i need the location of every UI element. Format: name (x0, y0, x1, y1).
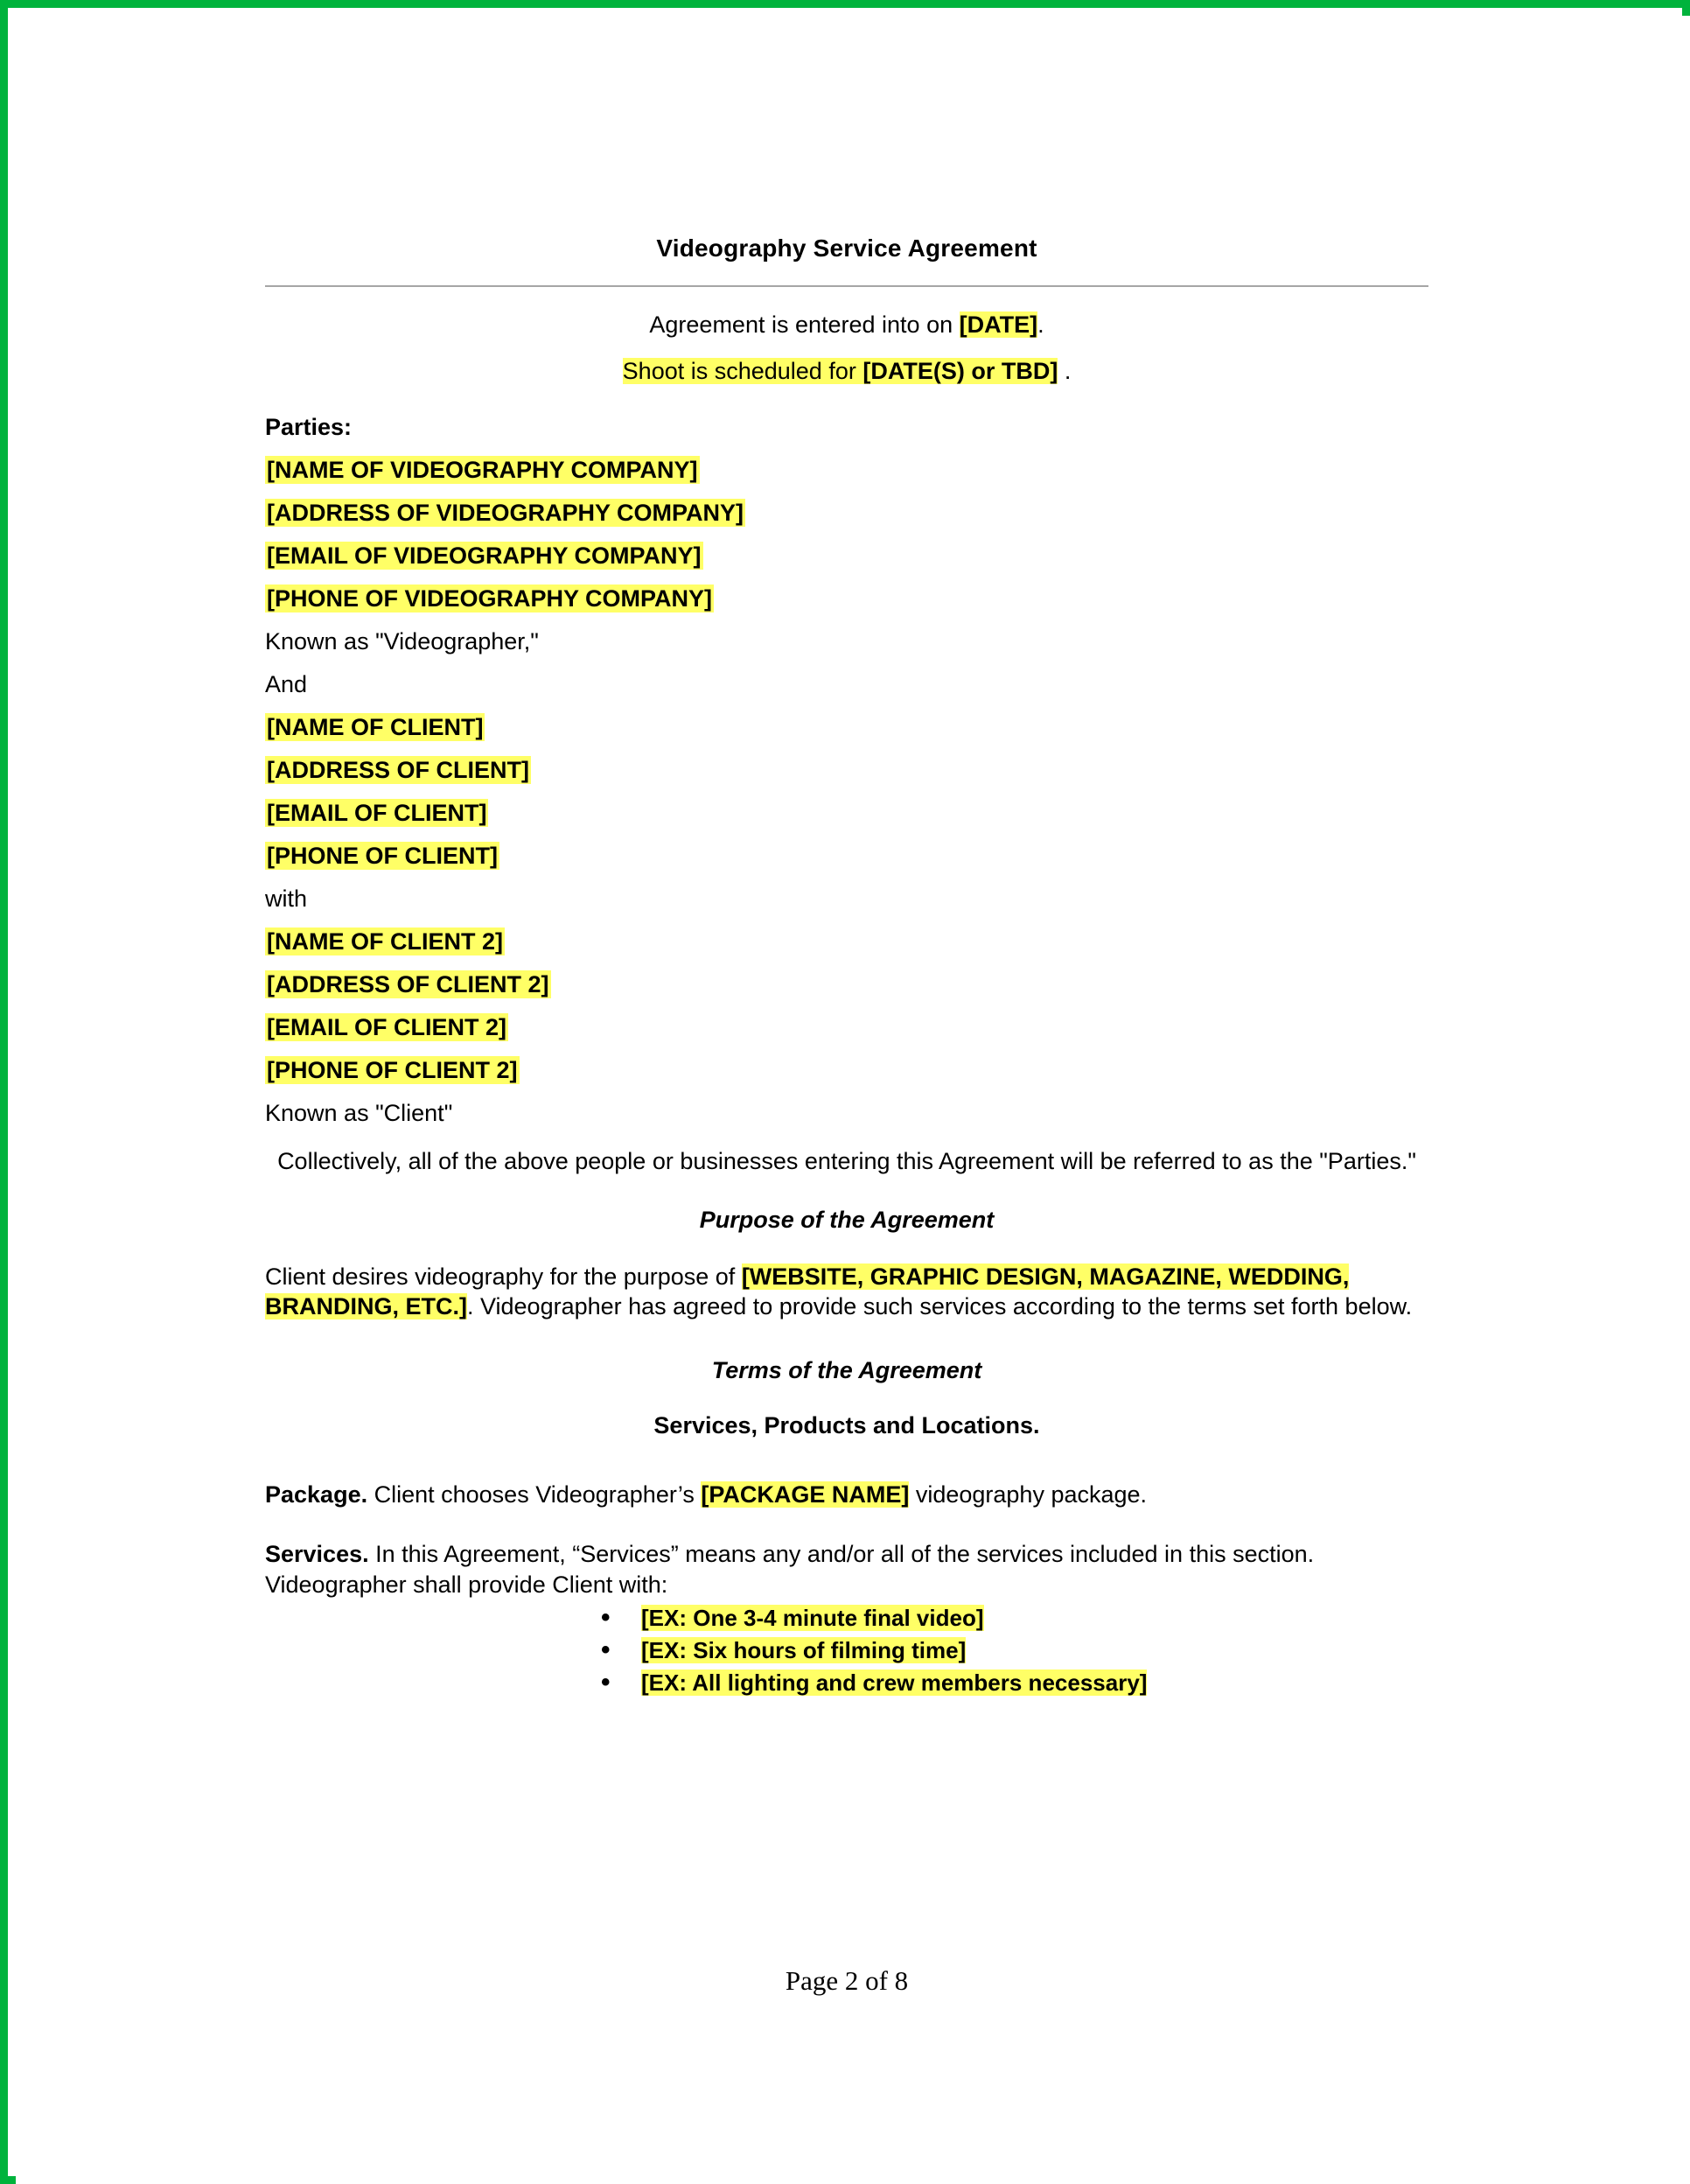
list-item (641, 1637, 1428, 1664)
document-body (265, 234, 1428, 1697)
purpose-body-prefix: Client desires videography for the purpose of (265, 1263, 742, 1290)
videographer-phone-field[interactable]: [PHONE OF VIDEOGRAPHY COMPANY] (267, 585, 713, 612)
client2-address-field[interactable]: [ADDRESS OF CLIENT 2] (267, 971, 549, 998)
client-email-field[interactable]: [EMAIL OF CLIENT] (267, 800, 487, 827)
videographer-address-line (265, 500, 1428, 527)
videographer-name-field[interactable]: [NAME OF VIDEOGRAPHY COMPANY] (267, 457, 698, 484)
services-label: Services. (265, 1541, 369, 1568)
package-suffix: videography package. (909, 1480, 1148, 1508)
client-address-field[interactable]: [ADDRESS OF CLIENT] (267, 757, 529, 784)
title-divider (265, 285, 1428, 287)
document-page (16, 16, 1690, 2184)
service-bullet-field[interactable]: [EX: One 3-4 minute final video] (641, 1605, 984, 1632)
client2-email-field[interactable]: [EMAIL OF CLIENT 2] (267, 1014, 506, 1041)
with-text: with (265, 886, 308, 913)
shoot-date-suffix: . (1058, 357, 1072, 384)
client2-name-field[interactable]: [NAME OF CLIENT 2] (267, 928, 503, 956)
shoot-date-prefix: Shoot is scheduled for (622, 357, 863, 384)
known-as-client-text: Known as "Client" (265, 1100, 453, 1127)
client-phone-line (265, 843, 1428, 870)
package-name-field[interactable]: [PACKAGE NAME] (701, 1480, 910, 1508)
parties-heading: Parties: (265, 414, 353, 441)
service-bullet-field[interactable]: [EX: All lighting and crew members necessary] (641, 1670, 1148, 1697)
purpose-body (265, 1262, 1428, 1322)
terms-subheading: Services, Products and Locations. (653, 1411, 1040, 1438)
client-name-line (265, 714, 1428, 741)
videographer-email-line (265, 542, 1428, 570)
purpose-heading: Purpose of the Agreement (699, 1206, 995, 1233)
client-address-line (265, 757, 1428, 784)
client2-phone-line (265, 1057, 1428, 1084)
services-paragraph (265, 1539, 1428, 1600)
and-text: And (265, 671, 308, 698)
client-email-line (265, 800, 1428, 827)
services-list (265, 1605, 1428, 1697)
client2-address-line (265, 971, 1428, 998)
collective-parties-text: Collectively, all of the above people or businesses entering this Agreement will be referred to as the "Parties." (277, 1148, 1416, 1175)
client2-email-line (265, 1014, 1428, 1041)
client-phone-field[interactable]: [PHONE OF CLIENT] (267, 843, 498, 870)
videographer-name-line (265, 457, 1428, 484)
videographer-phone-line (265, 585, 1428, 612)
agreement-date-prefix: Agreement is entered into on (649, 312, 960, 338)
list-item (641, 1605, 1428, 1632)
agreement-date-suffix: . (1037, 312, 1044, 338)
agreement-date-field[interactable]: [DATE] (959, 312, 1038, 338)
list-item (641, 1670, 1428, 1697)
known-as-videographer-text: Known as "Videographer," (265, 628, 539, 655)
services-body: In this Agreement, “Services” means any and/or all of the services included in this section. Videographer shall provide Client with: (265, 1541, 1315, 1598)
package-prefix: Client chooses Videographer’s (367, 1480, 702, 1508)
purpose-body-suffix: . Videographer has agreed to provide such services according to the terms set forth below. (467, 1293, 1413, 1320)
terms-heading: Terms of the Agreement (711, 1356, 982, 1383)
package-label: Package. (265, 1480, 368, 1508)
page-footer: Page 2 of 8 (785, 1965, 909, 1996)
package-paragraph (265, 1480, 1428, 1510)
purpose-field[interactable]: [WEBSITE, GRAPHIC DESIGN, MAGAZINE, WEDDING, BRANDING, ETC.] (265, 1263, 1350, 1320)
agreement-date-line (265, 310, 1428, 340)
shoot-date-field[interactable]: [DATE(S) or TBD] (862, 357, 1058, 384)
client2-phone-field[interactable]: [PHONE OF CLIENT 2] (267, 1057, 518, 1084)
service-bullet-field[interactable]: [EX: Six hours of filming time] (641, 1637, 967, 1664)
videographer-address-field[interactable]: [ADDRESS OF VIDEOGRAPHY COMPANY] (267, 500, 744, 527)
page-title: Videography Service Agreement (656, 234, 1037, 262)
shoot-date-line (265, 356, 1428, 387)
client2-name-line (265, 928, 1428, 956)
videographer-email-field[interactable]: [EMAIL OF VIDEOGRAPHY COMPANY] (267, 542, 702, 570)
client-name-field[interactable]: [NAME OF CLIENT] (267, 714, 484, 741)
